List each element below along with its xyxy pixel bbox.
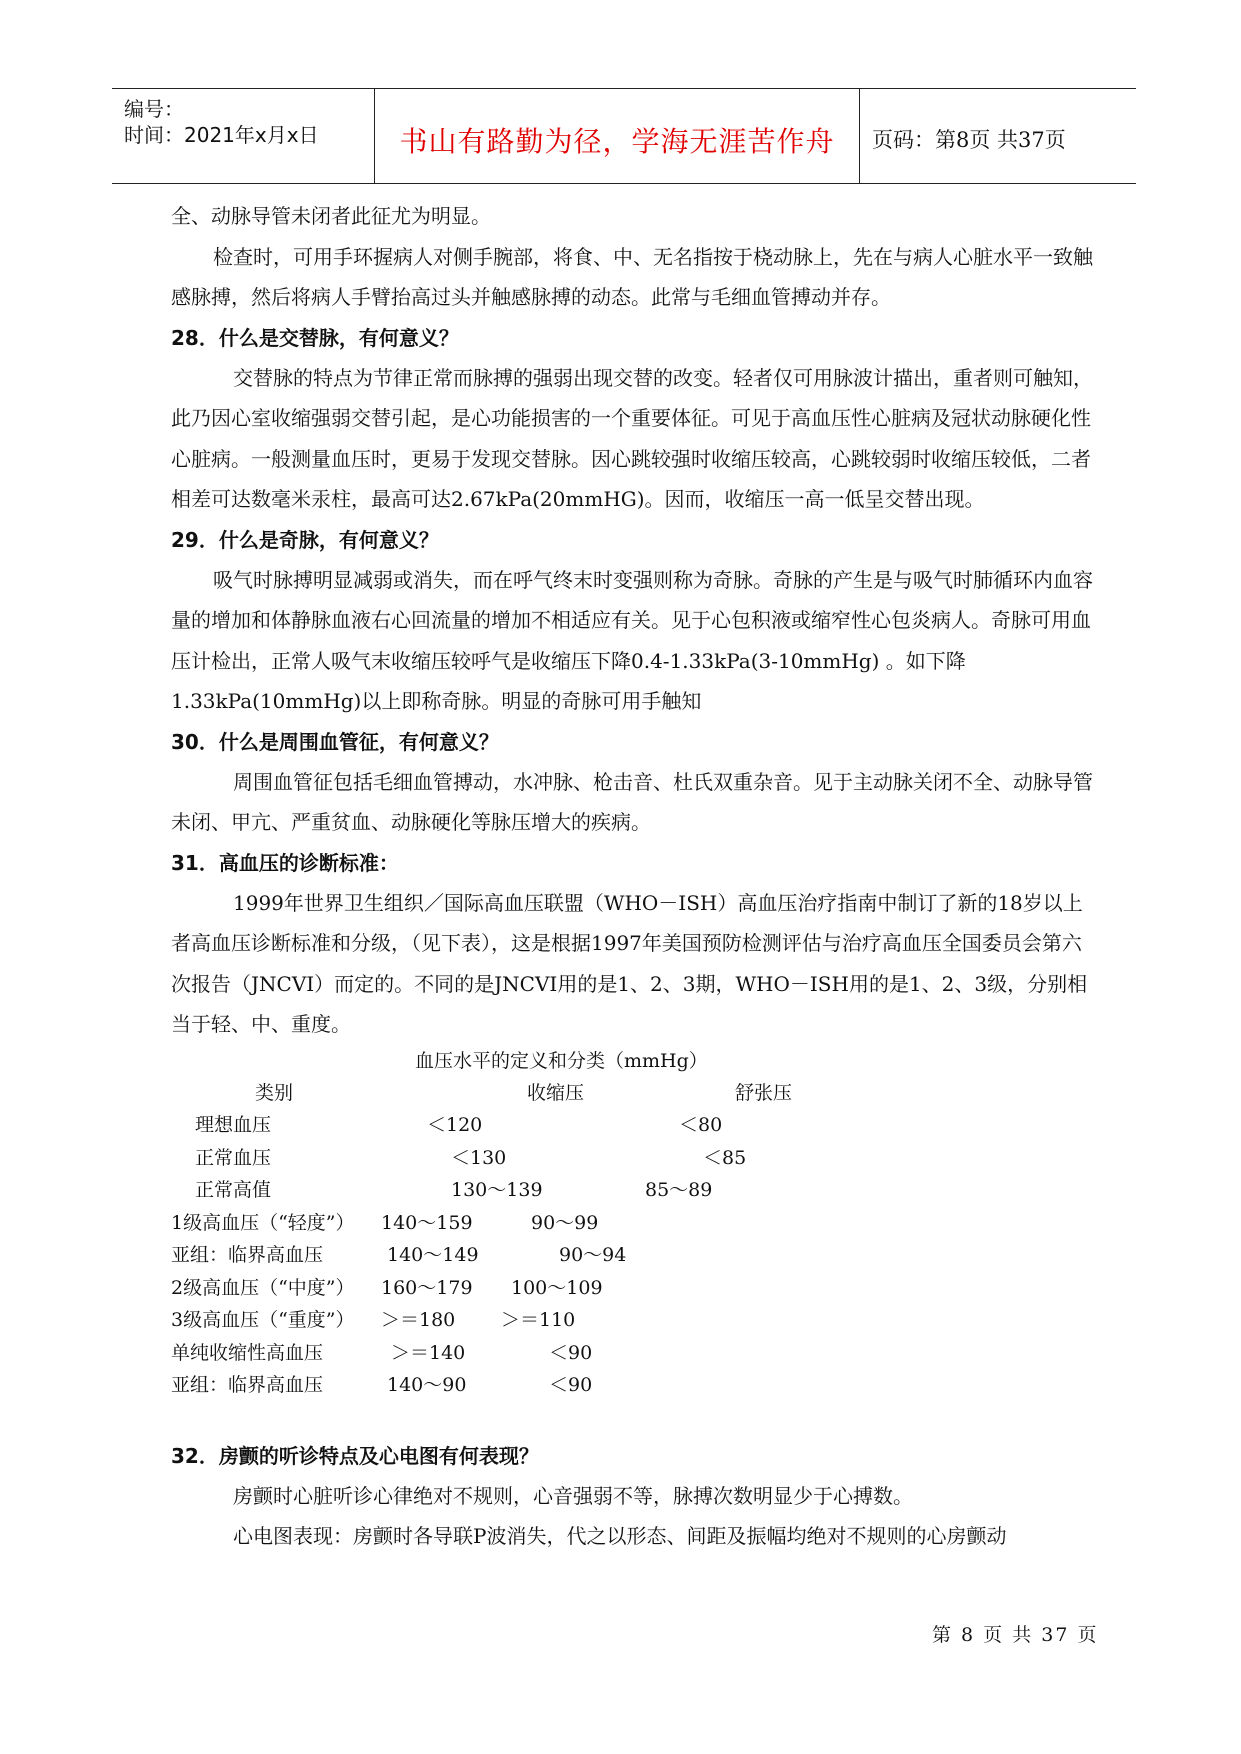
cell-systolic: 140～90 xyxy=(387,1374,467,1396)
document-date: 时间：2021年x月x日 xyxy=(124,123,319,147)
cell-diastolic: 90～94 xyxy=(559,1244,627,1266)
answer-32-line2: 心电图表现：房颤时各导联P波消失，代之以形态、间距及振幅均绝对不规则的心房颤动 xyxy=(233,1524,1007,1548)
cell-diastolic: ＜90 xyxy=(549,1341,593,1364)
cell-diastolic: 100～109 xyxy=(511,1276,603,1299)
cell-systolic: 160～179 xyxy=(381,1276,473,1299)
cell-diastolic: ＞＝110 xyxy=(501,1309,576,1331)
table-row xyxy=(171,1142,1101,1175)
answer-32-line1: 房颤时心脏听诊心律绝对不规则，心音强弱不等，脉搏次数明显少于心搏数。 xyxy=(233,1483,913,1508)
column-header-category: 类别 xyxy=(255,1081,294,1104)
cell-diastolic: ＜80 xyxy=(679,1114,723,1136)
answer-30: 周围血管征包括毛细血管搏动，水冲脉、枪击音、杜氏双重杂音。见于主动脉关闭不全、动脉导管未闭、甲亢、严重贫血、动脉硬化等脉压增大的疾病。 xyxy=(171,769,1093,834)
header-right-cell xyxy=(860,89,1136,183)
cell-systolic: ＞＝180 xyxy=(381,1309,456,1331)
cell-systolic: 140～149 xyxy=(387,1244,479,1266)
page-footer: 第 8 页 共 37 页 xyxy=(932,1624,1099,1646)
answer-29: 吸气时脉搏明显减弱或消失，而在呼气终末时变强则称为奇脉。奇脉的产生是与吸气时肺循环内血容量的增加和体静脉血液右心回流量的增加不相适应有关。见于心包积液或缩窄性心包炎病人。奇脉可用血压计检出，正常人吸气末收缩压较呼气是收缩压下降0.4-1.33kPa(3-10mmHg) 。如下降1.33kPa(10mmHg)以上即称奇脉。明显的奇脉可用手触知 xyxy=(171,567,1093,713)
cell-category: 亚组：临界高血压 xyxy=(171,1244,324,1266)
table-row xyxy=(171,1239,1101,1272)
question-heading-28: 28．什么是交替脉，有何意义？ xyxy=(171,325,459,350)
cell-diastolic: ＜85 xyxy=(703,1146,747,1169)
cell-category: 3级高血压（“重度”） xyxy=(171,1309,355,1331)
cell-category: 正常高值 xyxy=(195,1179,272,1201)
table-caption: 血压水平的定义和分类（mmHg） xyxy=(415,1049,708,1072)
cell-category: 理想血压 xyxy=(195,1114,272,1136)
table-row xyxy=(171,1304,1101,1337)
cell-systolic: 140～159 xyxy=(381,1211,473,1234)
header-left-cell xyxy=(112,89,375,183)
header-page-code: 页码：第8页 共37页 xyxy=(872,128,1066,152)
document-number-label: 编号： xyxy=(124,97,184,121)
table-row xyxy=(171,1207,1101,1240)
cell-systolic: 130～139 xyxy=(451,1179,543,1201)
document-body xyxy=(171,196,1101,1557)
question-heading-30: 30．什么是周围血管征，有何意义？ xyxy=(171,729,499,754)
table-row xyxy=(171,1174,1101,1207)
cell-category: 亚组：临界高血压 xyxy=(171,1374,324,1396)
cell-category: 1级高血压（“轻度”） xyxy=(171,1211,355,1234)
cell-category: 2级高血压（“中度”） xyxy=(171,1276,355,1299)
cell-diastolic: ＜90 xyxy=(549,1374,593,1396)
page-header xyxy=(112,88,1136,184)
cell-category: 正常血压 xyxy=(195,1146,272,1169)
answer-28: 交替脉的特点为节律正常而脉搏的强弱出现交替的改变。轻者仅可用脉波计描出，重者则可触知，此乃因心室收缩强弱交替引起，是心功能损害的一个重要体征。可见于高血压性心脏病及冠状动脉硬化性心脏病。一般测量血压时，更易于发现交替脉。因心跳较强时收缩压较高，心跳较弱时收缩压较低，二者相差可达数毫米汞柱，最高可达2.67kPa(20mmHG)。因而，收缩压一高一低呈交替出现。 xyxy=(171,365,1093,511)
table-row xyxy=(171,1369,1101,1402)
header-motto: 书山有路勤为径，学海无涯苦作舟 xyxy=(399,125,835,158)
table-row xyxy=(171,1272,1101,1305)
bp-classification-table xyxy=(171,1045,1101,1402)
cell-systolic: ＜130 xyxy=(451,1146,507,1169)
table-row xyxy=(171,1337,1101,1370)
cell-systolic: ＜120 xyxy=(427,1114,483,1136)
question-heading-29: 29．什么是奇脉，有何意义？ xyxy=(171,527,439,552)
question-heading-32: 32．房颤的听诊特点及心电图有何表现？ xyxy=(171,1443,539,1468)
paragraph: 全、动脉导管未闭者此征尤为明显。 xyxy=(171,204,491,228)
paragraph: 检查时，可用手环握病人对侧手腕部，将食、中、无名指按于桡动脉上，先在与病人心脏水平一致触感脉搏，然后将病人手臂抬高过头并触感脉搏的动态。此常与毛细血管搏动并存。 xyxy=(171,244,1093,309)
answer-31: 1999年世界卫生组织／国际高血压联盟（WHO－ISH）高血压治疗指南中制订了新的18岁以上者高血压诊断标准和分级，（见下表），这是根据1997年美国预防检测评估与治疗高血压全国委员会第六次报告（JNCVI）而定的。不同的是JNCVI用的是1、2、3期，WHO－ISH用的是1、2、3级，分别相当于轻、中、重度。 xyxy=(171,890,1088,1036)
column-header-diastolic: 舒张压 xyxy=(735,1081,793,1104)
table-row xyxy=(171,1109,1101,1142)
cell-category: 单纯收缩性高血压 xyxy=(171,1341,324,1364)
table-header-row xyxy=(171,1077,1101,1110)
cell-systolic: ＞＝140 xyxy=(391,1341,466,1364)
question-heading-31: 31．高血压的诊断标准： xyxy=(171,850,399,875)
column-header-systolic: 收缩压 xyxy=(527,1081,585,1104)
cell-diastolic: 85～89 xyxy=(645,1179,713,1201)
cell-diastolic: 90～99 xyxy=(531,1211,599,1234)
header-motto-cell xyxy=(375,89,860,183)
spacer xyxy=(171,1402,1101,1436)
